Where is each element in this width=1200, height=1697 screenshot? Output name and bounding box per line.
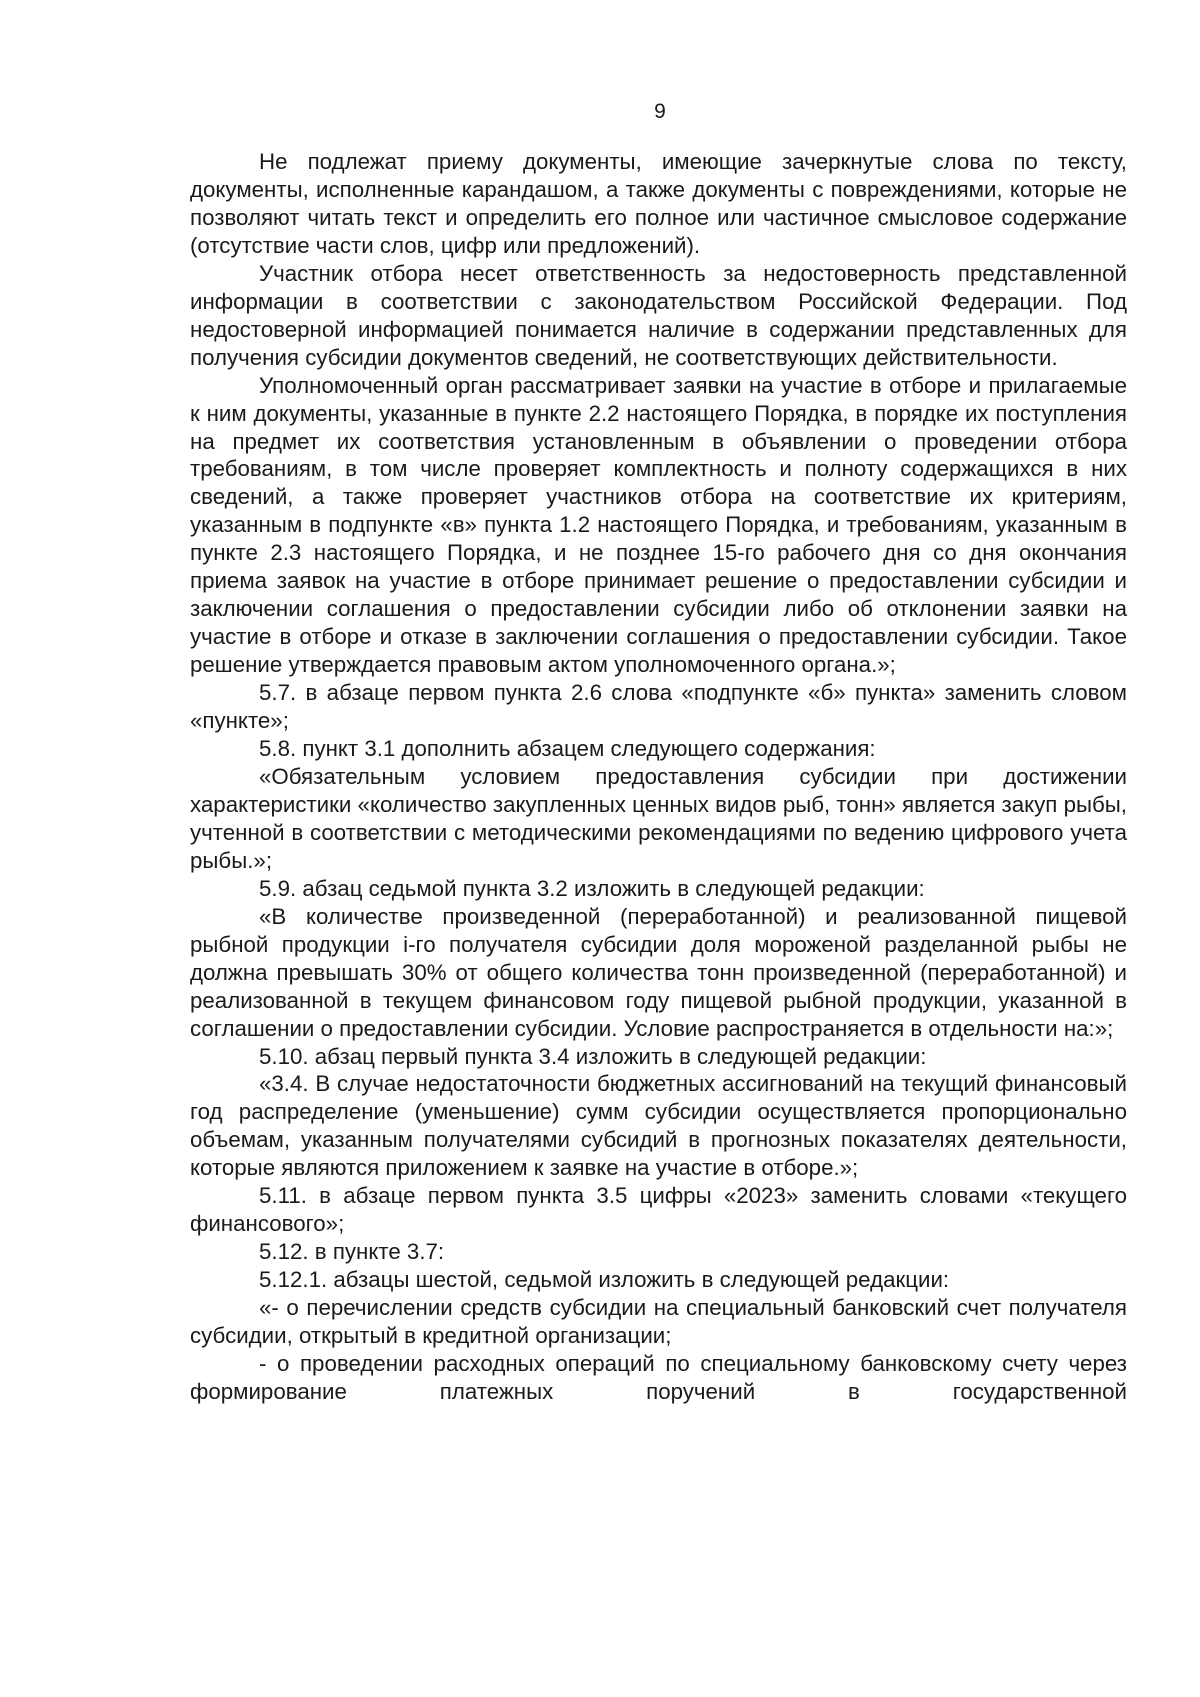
paragraph-item-5-12-1: 5.12.1. абзацы шестой, седьмой изложить в следующей редакции: [259, 1267, 950, 1293]
paragraph-item-5-10: 5.10. абзац первый пункта 3.4 изложить в следующей редакции: [259, 1043, 927, 1069]
paragraph-item-5-11: 5.11. в абзаце первом пункта 3.5 цифры «2023» заменить словами «текущего финансового»; [190, 1183, 1127, 1237]
paragraph-frozen-fish-share: «В количестве произведенной (переработанной) и реализованной пищевой рыбной продукции i-го получателя субсидии доля мороженой разделанной рыбы не должна превышать 30% от общего количества тонн произведенной (переработанной) и реализованной в текущем финансовом году пищевой рыбной продукции, указанной в соглашении о предоставлении субсидии. Условие распространяется в отдельности на:»; [190, 903, 1127, 1041]
document-body [190, 148, 1127, 1406]
paragraph-expense-operations: - о проведении расходных операций по специальному банковскому счету через формирование платежных поручений в государственной [190, 1350, 1127, 1404]
paragraph-special-account-transfer: «- о перечислении средств субсидии на специальный банковский счет получателя субсидии, открытый в кредитной организации; [190, 1295, 1127, 1349]
page-number: 9 [654, 100, 666, 123]
paragraph-rejected-documents: Не подлежат приему документы, имеющие зачеркнутые слова по тексту, документы, исполненные карандашом, а также документы с повреждениями, которые не позволяют читать текст и определить его полное или частичное смысловое содержание (отсутствие части слов, цифр или предложений). [190, 149, 1127, 258]
paragraph-authority-review: Уполномоченный орган рассматривает заявки на участие в отборе и прилагаемые к ним документы, указанные в пункте 2.2 настоящего Порядка, в порядке их поступления на предмет их соответствия установленным в объявлении о проведении отбора требованиям, в том числе проверяет комплектность и полноту содержащихся в них сведений, а также проверяет участников отбора на соответствие их критериям, указанным в подпункте «в» пункта 1.2 настоящего Порядка, и требованиям, указанным в пункте 2.3 настоящего Порядка, и не позднее 15-го рабочего дня со дня окончания приема заявок на участие в отборе принимает решение о предоставлении субсидии и заключении соглашения о предоставлении субсидии либо об отклонении заявки на участие в отборе и отказе в заключении соглашения о предоставлении субсидии. Такое решение утверждается правовым актом уполномоченного органа.»; [190, 372, 1127, 678]
paragraph-item-5-9: 5.9. абзац седьмой пункта 3.2 изложить в следующей редакции: [259, 875, 925, 901]
paragraph-participant-responsibility: Участник отбора несет ответственность за недостоверность представленной информации в соответствии с законодательством Российской Федерации. Под недостоверной информацией понимается наличие в содержании представленных для получения субсидии документов сведений, не соответствующих действительности. [190, 260, 1127, 370]
paragraph-item-5-12: 5.12. в пункте 3.7: [259, 1239, 445, 1265]
paragraph-budget-shortage: «3.4. В случае недостаточности бюджетных ассигнований на текущий финансовый год распределение (уменьшение) сумм субсидии осуществляется пропорционально объемам, указанным получателями субсидий в прогнозных показателях деятельности, которые являются приложением к заявке на участие в отборе.»; [190, 1071, 1127, 1181]
paragraph-item-5-8: 5.8. пункт 3.1 дополнить абзацем следующего содержания: [259, 736, 876, 762]
paragraph-item-5-7: 5.7. в абзаце первом пункта 2.6 слова «подпункте «б» пункта» заменить словом «пункте»; [190, 680, 1127, 734]
paragraph-mandatory-condition: «Обязательным условием предоставления субсидии при достижении характеристики «количество закупленных ценных видов рыб, тонн» является закуп рыбы, учтенной в соответствии с методическими рекомендациями по ведению цифрового учета рыбы.»; [190, 763, 1127, 873]
